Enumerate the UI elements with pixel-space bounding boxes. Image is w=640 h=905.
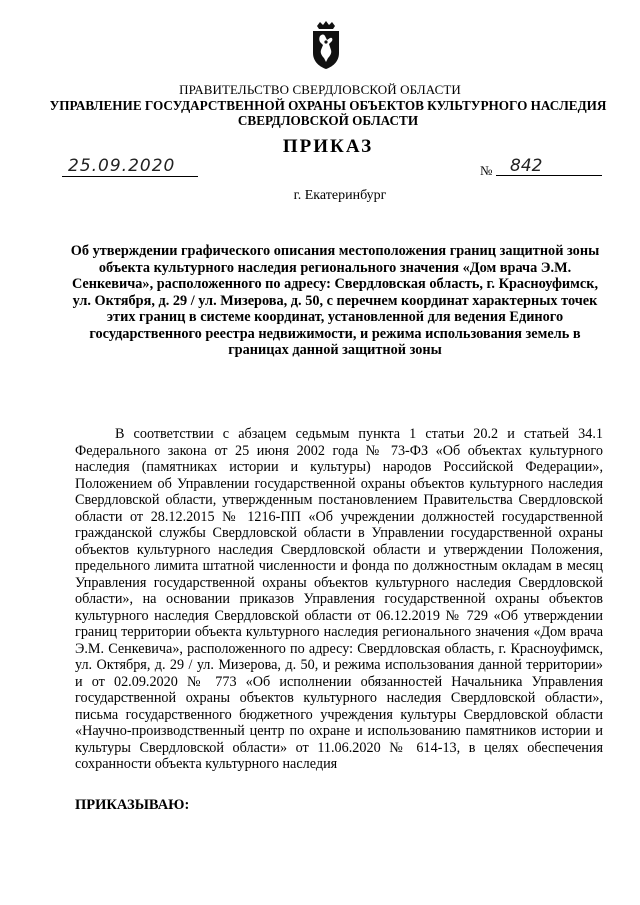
order-subject: Об утверждении графического описания местоположения границ защитной зоны объекта культурного наследия регионального значения «Дом врача Э.М. Сенкевича», расположенного по адресу: Свердловская область, г. Красноуфимск, ул. Октября, д. 29 / ул. Мизерова, д. 50, с перечнем координат характерных точек этих границ в системе координат, установленной для ведения Единого государственного реестра недвижимости, и режима использования земель в границах данной защитной зоны xyxy=(70,243,600,358)
order-date: 25.09.2020 xyxy=(62,156,198,177)
document-title: ПРИКАЗ xyxy=(282,136,374,157)
city: г. Екатеринбург xyxy=(293,188,387,203)
department-name: УПРАВЛЕНИЕ ГОСУДАРСТВЕННОЙ ОХРАНЫ ОБЪЕКТОВ КУЛЬТУРНОГО НАСЛЕДИЯ СВЕРДЛОВСКОЙ ОБЛАСТИ xyxy=(49,98,607,128)
preamble-paragraph: В соответствии с абзацем седьмым пункта 1 статьи 20.2 и статьей 34.1 Федерального закона от 25 июня 2002 года № 73-ФЗ «Об объектах культурного наследия (памятниках истории и культуры) народов Российской Федерации», Положением об Управлении государственной охраны объектов культурного наследия Свердловской области, утвержденным постановлением Правительства Свердловской области от 28.12.2015 № 1216-ПП «Об учреждении должностей государственной гражданской службы Свердловской области в Управлении государственной охраны объектов культурного наследия Свердловской области и утверждении Положения, предельного лимита штатной численности и фонда по должностным окладам в месяц Управления государственной охраны объектов культурного наследия Свердловской области», на основании приказов Управления государственной охраны объектов культурного наследия Свердловской области от 06.12.2019 № 729 «Об утверждении границ территории объекта культурного наследия регионального значения «Дом врача Э.М. Сенкевича», расположенного по адресу: Свердловская область, г. Красноуфимск, ул. Октября, д. 29 / ул. Мизерова, д. 50, и режима использования данной территории» и от 02.09.2020 № 773 «Об исполнении обязанностей Начальника Управления государственной охраны объектов культурного наследия Свердловской области», письма государственного бюджетного учреждения культуры Свердловской области «Научно-производственный центр по охране и использованию памятников истории и культуры Свердловской области» от 11.06.2020 № 614-13, в целях обеспечения сохранности объекта культурного наследия xyxy=(75,426,603,772)
order-number-label: № xyxy=(480,163,493,178)
order-number: 842 xyxy=(496,156,602,176)
government-name: ПРАВИТЕЛЬСТВО СВЕРДЛОВСКОЙ ОБЛАСТИ xyxy=(179,82,461,97)
order-directive: ПРИКАЗЫВАЮ: xyxy=(75,797,190,813)
coat-of-arms-icon xyxy=(311,20,341,70)
